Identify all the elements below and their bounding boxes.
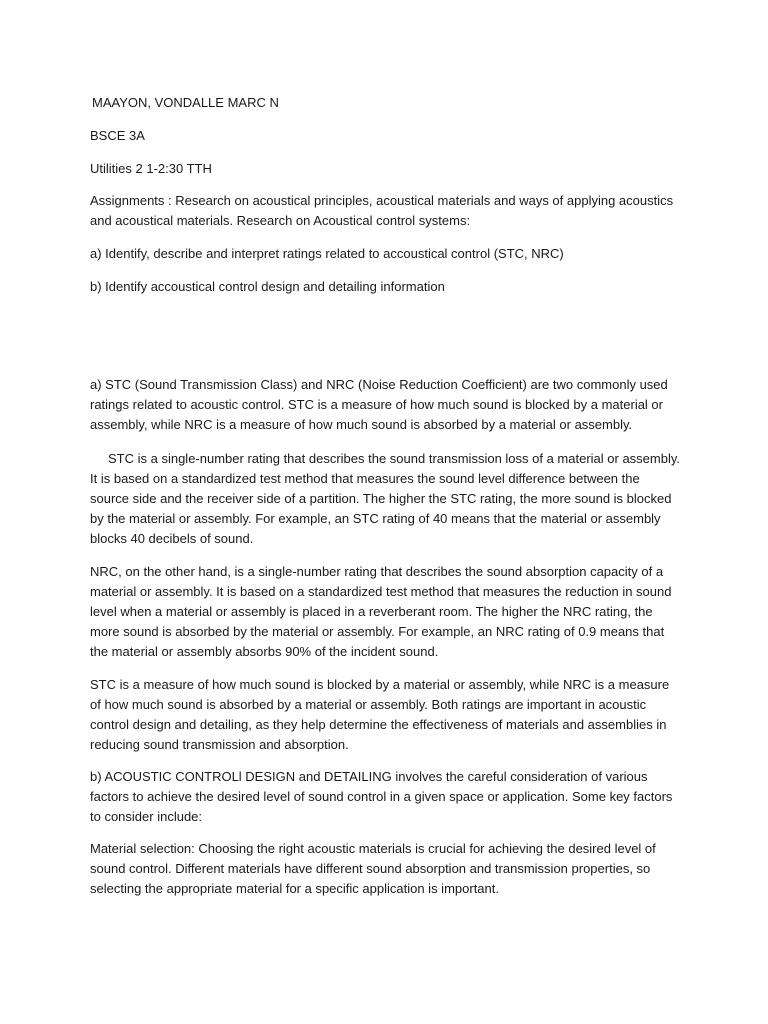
assignment-intro: Assignments : Research on acoustical principles, acoustical materials and ways of applying acoustics and acoustical materials. Research on Acoustical control systems: [90,193,674,228]
assignment-item-b: b) Identify accoustical control design and detailing information [90,279,445,294]
paragraph-stc-nrc-intro: a) STC (Sound Transmission Class) and NRC (Noise Reduction Coefficient) are two commonly used ratings related to acoustic control. STC is a measure of how much sound is blocked by a material or assembly, while NRC is a measure of how much sound is absorbed by a material or assembly. [90,377,668,432]
paragraph-material-selection: Material selection: Choosing the right acoustic materials is crucial for achieving the desired level of sound control. Different materials have different sound absorption and transmission properties, so selecting the appropriate material for a specific application is important. [90,841,656,896]
paragraph-nrc: NRC, on the other hand, is a single-number rating that describes the sound absorption capacity of a material or assembly. It is based on a standardized test method that measures the reduction in sound level when a material or assembly is placed in a reverberant room. The higher the NRC rating, the more sound is absorbed by the material or assembly. For example, an NRC rating of 0.9 means that the material or assembly absorbs 90% of the incident sound. [90,564,672,659]
paragraph-stc: STC is a single-number rating that describes the sound transmission loss of a material or assembly. It is based on a standardized test method that measures the sound level difference between the source side and the receiver side of a partition. The higher the STC rating, the more sound is blocked by the material or assembly. For example, an STC rating of 40 means that the material or assembly blocks 40 decibels of sound. [90,451,681,546]
paragraph-design-detailing: b) ACOUSTIC CONTROLl DESIGN and DETAILING involves the careful consideration of various factors to achieve the desired level of sound control in a given space or application. Some key factors to consider include: [90,769,673,824]
assignment-item-a: a) Identify, describe and interpret ratings related to accoustical control (STC, NRC) [90,246,564,261]
paragraph-summary: STC is a measure of how much sound is blocked by a material or assembly, while NRC is a measure of how much sound is absorbed by a material or assembly. Both ratings are important in acoustic control design and detailing, as they help determine the effectiveness of materials and assemblies in reducing sound transmission and absorption. [90,677,670,752]
course-line: Utilities 2 1-2:30 TTH [90,161,212,176]
section-line: BSCE 3A [90,128,145,143]
student-name: MAAYON, VONDALLE MARC N [92,95,279,110]
